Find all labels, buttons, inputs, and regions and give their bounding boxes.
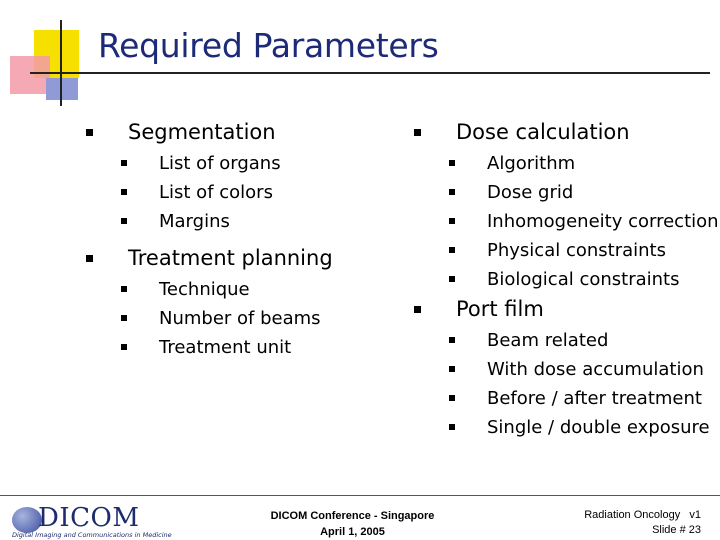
sub-bullet: Inhomogeneity correction xyxy=(414,207,719,236)
dose-calculation-subitems xyxy=(414,149,719,294)
square-bullet-icon xyxy=(121,218,127,224)
sub-bullet: With dose accumulation xyxy=(414,355,719,384)
bullet-label: Dose calculation xyxy=(456,120,630,144)
square-bullet-icon xyxy=(449,276,455,282)
square-bullet-icon xyxy=(121,189,127,195)
dicom-logo xyxy=(12,503,172,539)
square-bullet-icon xyxy=(449,160,455,166)
slide-title: Required Parameters xyxy=(98,26,439,65)
sub-bullet: Treatment unit xyxy=(86,333,333,362)
square-bullet-icon xyxy=(449,337,455,343)
sub-bullet: Before / after treatment xyxy=(414,384,719,413)
square-bullet-icon xyxy=(414,129,421,136)
logo-tagline: Digital Imaging and Communications in Medicine xyxy=(12,531,172,539)
square-bullet-icon xyxy=(449,424,455,430)
bullet-label: Treatment planning xyxy=(128,246,333,270)
sub-bullet: Algorithm xyxy=(414,149,719,178)
port-film-subitems xyxy=(414,326,719,442)
bullet-segmentation xyxy=(86,117,333,147)
title-underline xyxy=(30,72,710,74)
sub-bullet: Single / double exposure xyxy=(414,413,719,442)
footer-topic: Radiation Oncology v1 xyxy=(584,509,701,521)
footer-slide-info xyxy=(560,508,701,538)
slide-number: Slide # 23 xyxy=(652,524,701,536)
logo-wordmark: DICOM xyxy=(38,503,140,533)
square-bullet-icon xyxy=(414,306,421,313)
sub-bullet: Dose grid xyxy=(414,178,719,207)
footer-conference xyxy=(240,508,465,540)
square-bullet-icon xyxy=(449,395,455,401)
ornament-pink-square xyxy=(10,56,50,94)
square-bullet-icon xyxy=(121,160,127,166)
square-bullet-icon xyxy=(121,315,127,321)
right-column xyxy=(414,117,719,442)
square-bullet-icon xyxy=(449,189,455,195)
square-bullet-icon xyxy=(121,286,127,292)
bullet-label: Segmentation xyxy=(128,120,276,144)
square-bullet-icon xyxy=(121,344,127,350)
footer-date: April 1, 2005 xyxy=(320,526,385,538)
sub-bullet: Number of beams xyxy=(86,304,333,333)
bullet-label: Port film xyxy=(456,297,544,321)
sub-bullet: List of organs xyxy=(86,149,333,178)
footer-divider xyxy=(0,495,720,496)
sub-bullet: Beam related xyxy=(414,326,719,355)
bullet-treatment-planning xyxy=(86,243,333,273)
square-bullet-icon xyxy=(86,255,93,262)
bullet-port-film xyxy=(414,294,719,324)
sub-bullet: List of colors xyxy=(86,178,333,207)
sub-bullet: Margins xyxy=(86,207,333,236)
square-bullet-icon xyxy=(449,366,455,372)
sub-bullet: Physical constraints xyxy=(414,236,719,265)
footer-conference-name: DICOM Conference - Singapore xyxy=(270,510,435,522)
treatment-planning-subitems xyxy=(86,275,333,362)
left-column xyxy=(86,117,333,362)
square-bullet-icon xyxy=(86,129,93,136)
bullet-dose-calculation xyxy=(414,117,719,147)
ornament-blue-square xyxy=(46,78,78,100)
sub-bullet: Biological constraints xyxy=(414,265,719,294)
segmentation-subitems xyxy=(86,149,333,236)
square-bullet-icon xyxy=(449,218,455,224)
ornament-vertical-line xyxy=(60,20,62,106)
sub-bullet: Technique xyxy=(86,275,333,304)
square-bullet-icon xyxy=(449,247,455,253)
